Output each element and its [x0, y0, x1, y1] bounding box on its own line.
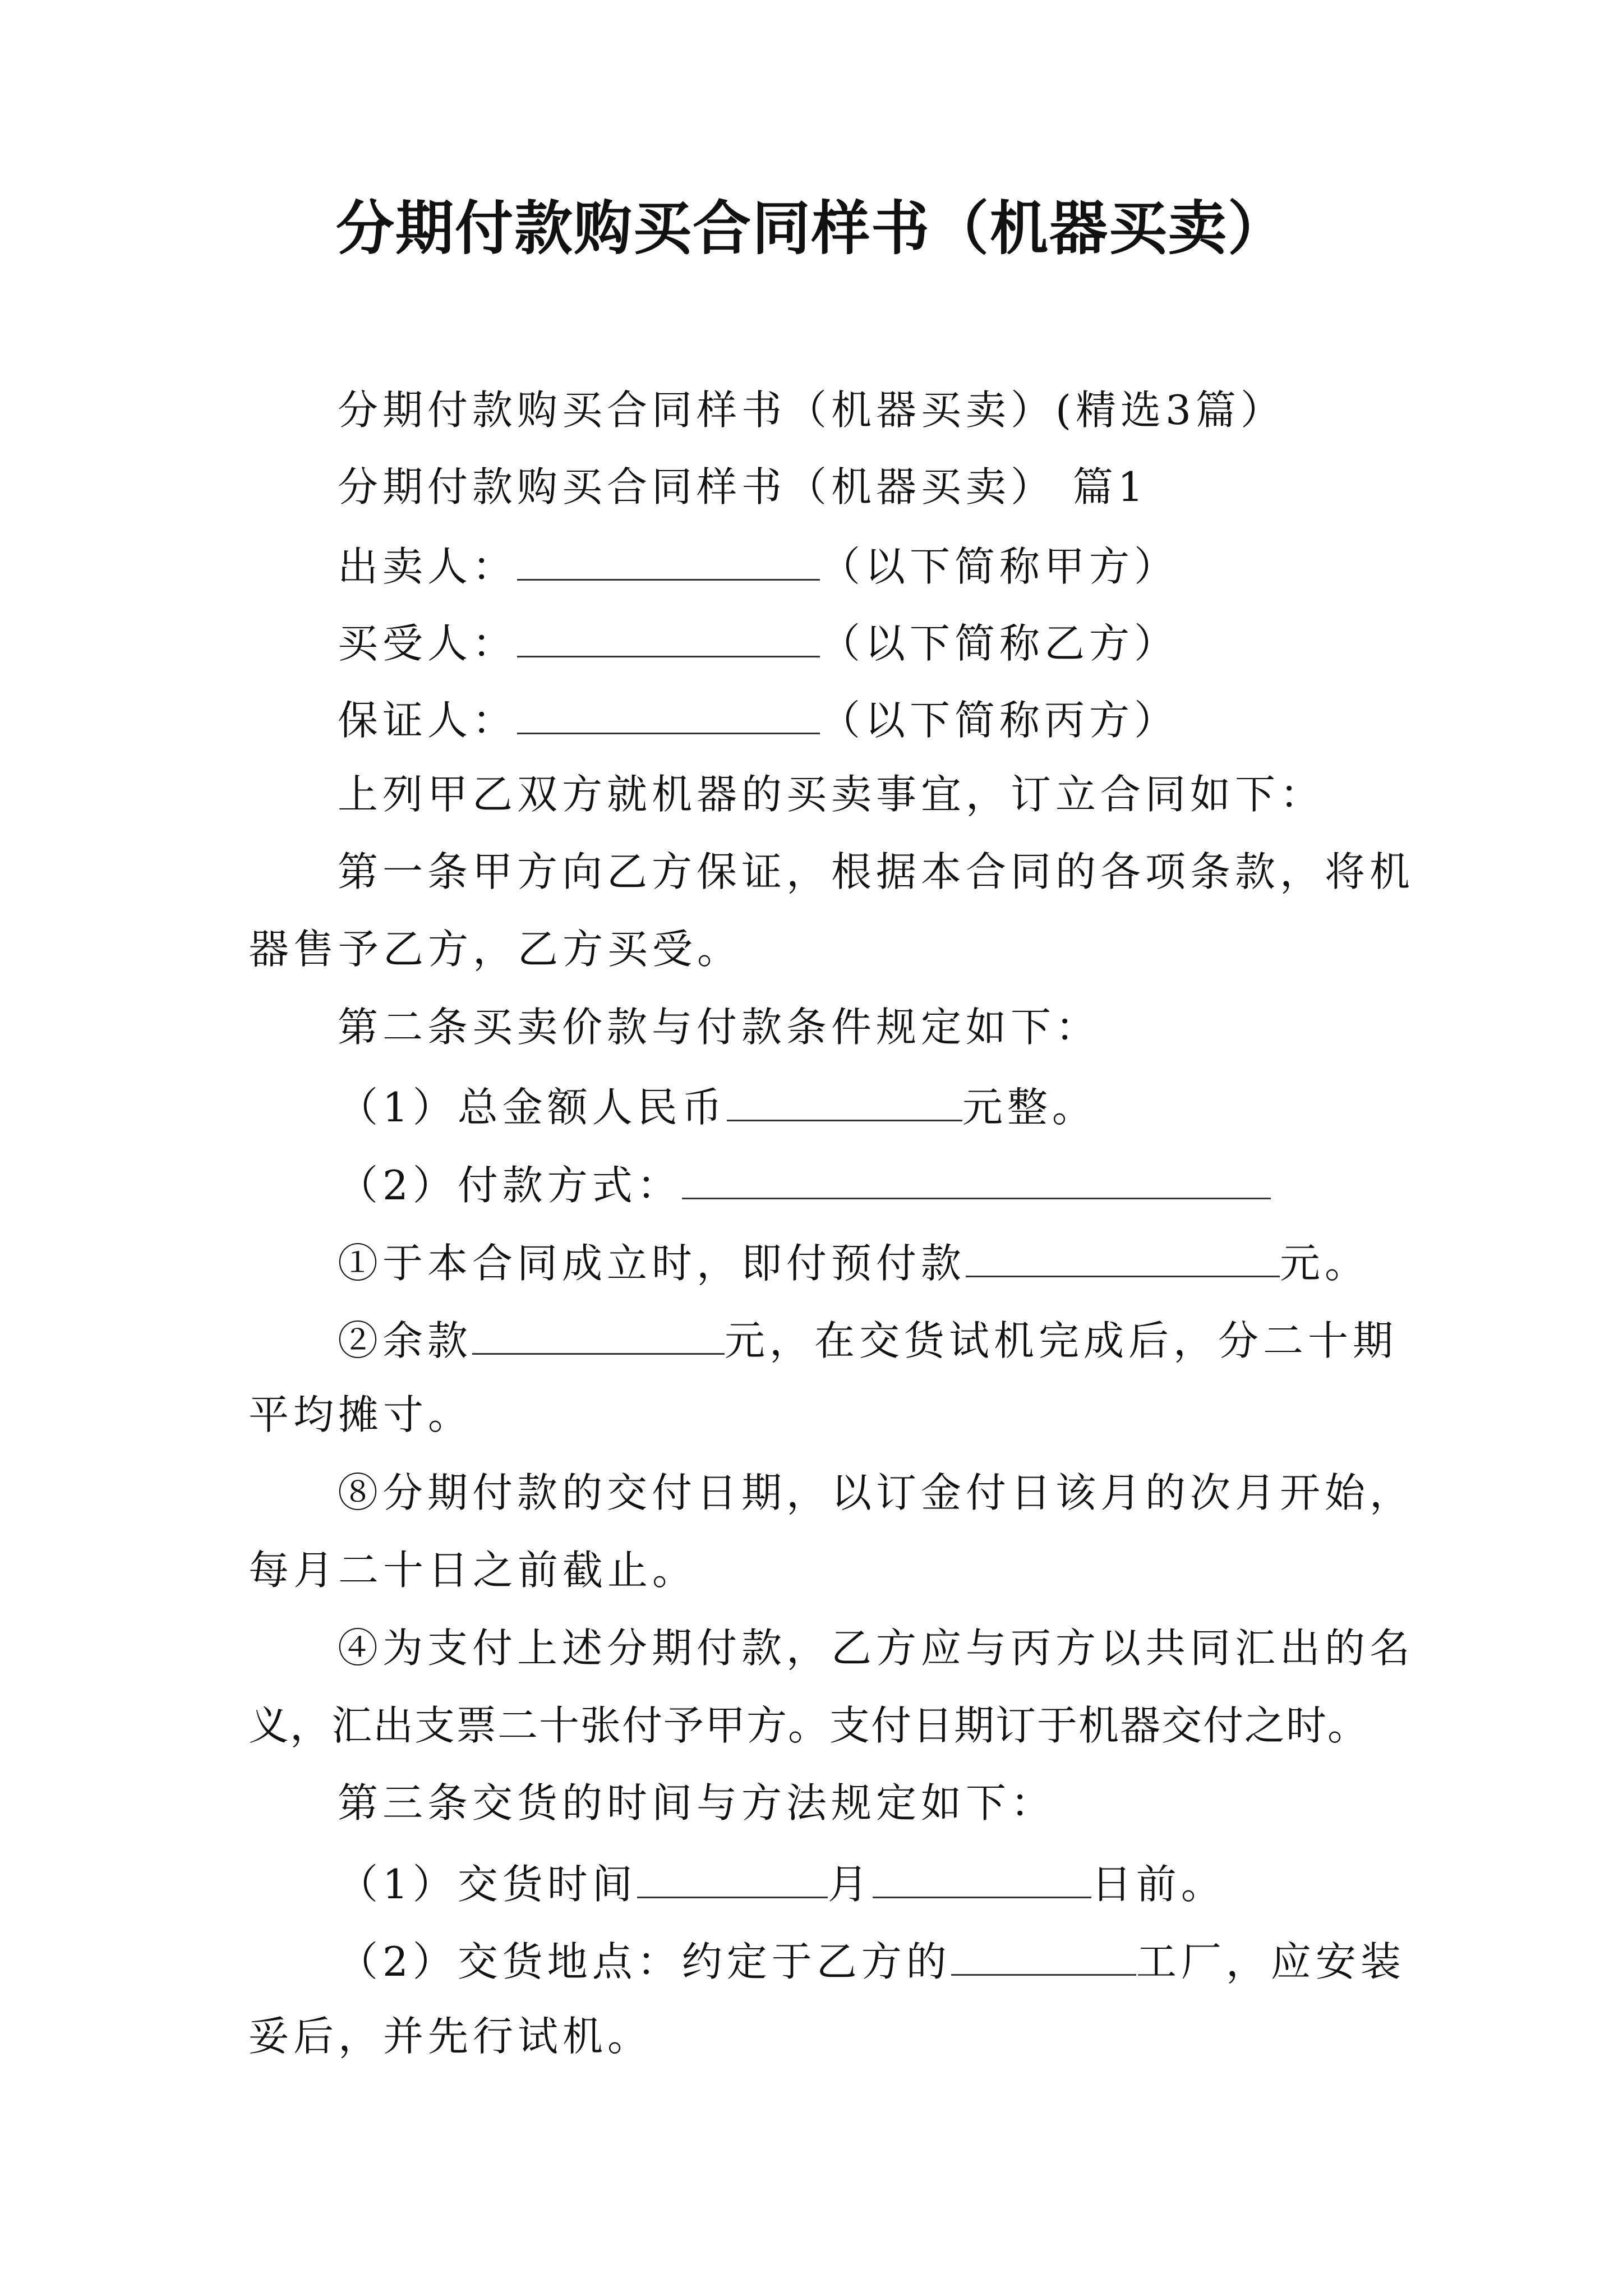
- paragraph-line: 第二条买卖价款与付款条件规定如下：: [338, 1004, 1101, 1051]
- paragraph-line: 每月二十日之前截止。: [248, 1547, 698, 1594]
- guarantor-line: [338, 697, 1179, 744]
- prepayment-line: [338, 1240, 1370, 1287]
- guarantor-blank: [517, 697, 820, 734]
- total-amount-suffix: 元整。: [962, 1084, 1097, 1131]
- paragraph-line: ⑧分期付款的交付日期，以订金付日该月的次月开始，: [338, 1469, 1415, 1516]
- balance-suffix: 元，在交货试机完成后，分二十期: [725, 1317, 1398, 1364]
- total-amount-label: （1）总金额人民币: [338, 1084, 727, 1131]
- delivery-day-suffix: 日前。: [1091, 1861, 1226, 1908]
- seller-line: [338, 543, 1179, 590]
- prepayment-blank: [966, 1240, 1280, 1277]
- delivery-time-line: [338, 1861, 1226, 1908]
- delivery-place-suffix: 工厂，应安装: [1136, 1938, 1405, 1985]
- paragraph-line: 上列甲乙双方就机器的买卖事宜，订立合同如下：: [338, 771, 1325, 818]
- payment-method-line: [338, 1162, 1271, 1209]
- section-heading: 分期付款购买合同样书（机器买卖） 篇1: [338, 463, 1148, 510]
- buyer-blank: [517, 620, 820, 657]
- delivery-place-line: [338, 1938, 1405, 1985]
- guarantor-note: （以下简称丙方）: [820, 697, 1179, 744]
- balance-line: [338, 1317, 1398, 1364]
- delivery-place-label: （2）交货地点：约定于乙方的: [338, 1938, 951, 1985]
- total-amount-line: [338, 1084, 1097, 1131]
- document-title: 分期付款购买合同样书（机器买卖）: [335, 194, 1287, 263]
- paragraph-line: 平均摊寸。: [248, 1391, 473, 1438]
- payment-method-blank: [682, 1162, 1271, 1199]
- guarantor-label: 保证人：: [338, 697, 518, 744]
- paragraph-line: 器售予乙方，乙方买受。: [248, 926, 743, 973]
- delivery-place-blank: [951, 1938, 1136, 1976]
- delivery-month-label: 月: [827, 1861, 873, 1908]
- buyer-label: 买受人：: [338, 620, 518, 667]
- paragraph-line: 第一条甲方向乙方保证，根据本合同的各项条款，将机: [338, 848, 1415, 895]
- balance-blank: [472, 1317, 725, 1355]
- balance-label: ②余款: [338, 1317, 473, 1364]
- paragraph-line: 义，汇出支票二十张付予甲方。支付日期订于机器交付之时。: [248, 1702, 1370, 1749]
- total-amount-blank: [727, 1084, 962, 1121]
- prepayment-label: ①于本合同成立时，即付预付款: [338, 1240, 966, 1287]
- buyer-note: （以下简称乙方）: [820, 620, 1179, 667]
- delivery-day-blank: [873, 1861, 1091, 1898]
- delivery-time-label: （1）交货时间: [338, 1861, 637, 1908]
- delivery-month-blank: [637, 1861, 828, 1898]
- payment-method-label: （2）付款方式：: [338, 1162, 682, 1209]
- seller-blank: [517, 543, 820, 581]
- seller-label: 出卖人：: [338, 543, 518, 590]
- prepayment-suffix: 元。: [1280, 1240, 1370, 1287]
- paragraph-line: 第三条交货的时间与方法规定如下：: [338, 1779, 1056, 1826]
- paragraph-line: ④为支付上述分期付款，乙方应与丙方以共同汇出的名: [338, 1625, 1415, 1672]
- subtitle-selection: 分期付款购买合同样书（机器买卖）(精选3篇）: [338, 386, 1285, 434]
- buyer-line: [338, 620, 1179, 667]
- seller-note: （以下简称甲方）: [820, 543, 1179, 590]
- paragraph-line: 妥后，并先行试机。: [248, 2013, 653, 2060]
